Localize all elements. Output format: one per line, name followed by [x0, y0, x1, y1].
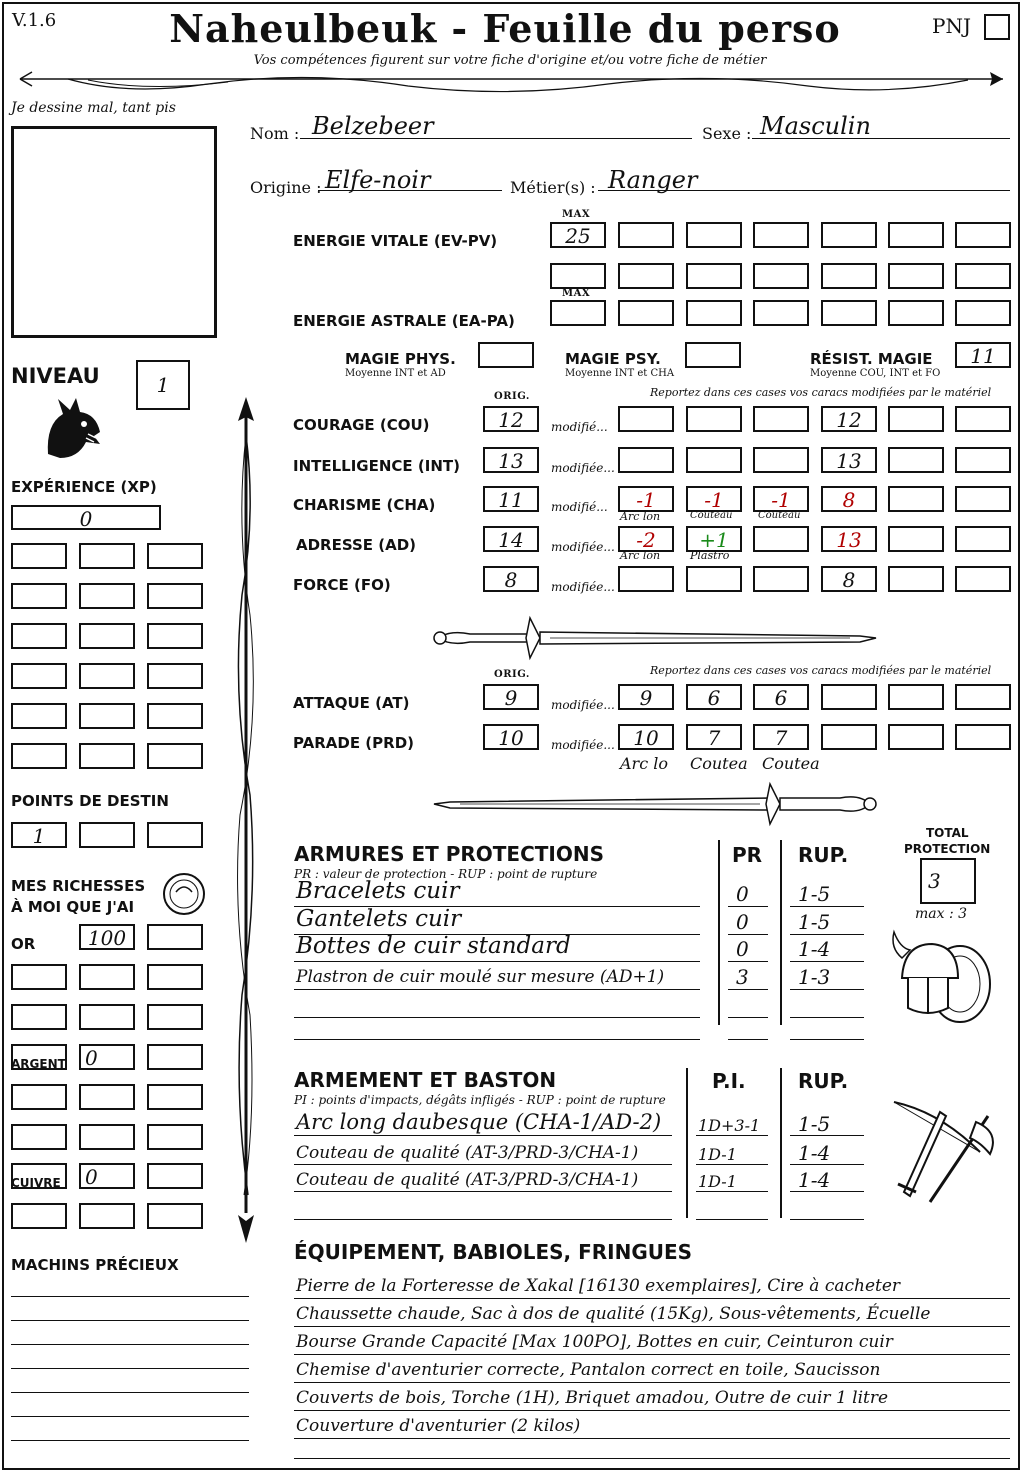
combat-mod-prd-1[interactable]: 10 — [618, 724, 674, 750]
weapon-item-name[interactable]: Couteau de qualité (AT-3/PRD-3/CHA-1) — [296, 1170, 639, 1190]
combat-label-prd: PARADE (PRD) — [293, 734, 415, 752]
armor-item-rup[interactable]: 1-3 — [798, 965, 831, 989]
stat-mod-cha-3[interactable]: -1 — [753, 486, 809, 512]
cuivre-box-2[interactable] — [147, 1163, 203, 1189]
stat-modifie-label: modifiée... — [551, 540, 615, 554]
wealth-grid-box[interactable] — [79, 1203, 135, 1229]
stat-mod-cha-4[interactable]: 8 — [821, 486, 877, 512]
weapon-item-rup[interactable]: 1-4 — [798, 1141, 831, 1165]
cuivre-label: CUIVRE — [11, 1176, 61, 1190]
wealth-grid-box[interactable] — [147, 1084, 203, 1110]
stat-mod-fo-4[interactable]: 8 — [821, 566, 877, 592]
sexe-label: Sexe : — [702, 124, 752, 143]
stat-mod-cou-1[interactable] — [618, 406, 674, 432]
combat-caption-3: Coutea — [762, 754, 820, 773]
pnj-label: PNJ — [932, 14, 971, 38]
xp-grid-box[interactable] — [147, 583, 203, 609]
xp-grid-box[interactable] — [11, 703, 67, 729]
stat-mod-cha-1[interactable]: -1 — [618, 486, 674, 512]
combat-caption-2: Coutea — [690, 754, 748, 773]
ev-tracker-box[interactable] — [888, 263, 944, 289]
stat-modifie-label: modifié... — [551, 500, 608, 514]
stat-mod-fo-2[interactable] — [686, 566, 742, 592]
stat-mod-cha-2[interactable]: -1 — [686, 486, 742, 512]
stats-orig-label: ORIG. — [494, 391, 530, 402]
weapon-pi-line — [696, 1191, 768, 1192]
pnj-checkbox[interactable] — [984, 14, 1010, 40]
total-protection-max: max : 3 — [915, 906, 968, 922]
xp-grid-box[interactable] — [147, 623, 203, 649]
weapon-item-name[interactable]: Arc long daubesque (CHA-1/AD-2) — [296, 1110, 662, 1134]
niveau-label: NIVEAU — [11, 364, 100, 388]
precious-line[interactable] — [11, 1368, 249, 1369]
wealth-grid-box[interactable] — [79, 964, 135, 990]
armor-title: ARMURES ET PROTECTIONS — [294, 842, 604, 866]
weapons-col-divider-2 — [780, 1068, 782, 1218]
ev-tracker-box[interactable] — [686, 222, 742, 248]
resist-magie-box[interactable]: 11 — [955, 342, 1011, 368]
stat-orig-fo[interactable]: 8 — [483, 566, 539, 592]
cuivre-box[interactable]: 0 — [79, 1163, 135, 1189]
wealth-grid-box[interactable] — [79, 1004, 135, 1030]
ea-tracker-box[interactable] — [618, 300, 674, 326]
richesses-label-1: MES RICHESSES — [11, 877, 146, 895]
weapon-pi-line — [696, 1164, 768, 1165]
xp-grid-box[interactable] — [79, 703, 135, 729]
total-protection-box[interactable]: 3 — [920, 858, 976, 904]
magie-psy-label: MAGIE PSY. — [565, 350, 661, 368]
xp-grid-box[interactable] — [11, 543, 67, 569]
stat-mod-cou-4[interactable]: 12 — [821, 406, 877, 432]
ev-tracker-box[interactable] — [955, 222, 1011, 248]
xp-grid-box[interactable] — [79, 543, 135, 569]
stat-orig-cha[interactable]: 11 — [483, 486, 539, 512]
stat-label-cou: COURAGE (COU) — [293, 416, 430, 434]
weapon-line — [294, 1191, 672, 1192]
wealth-grid-box[interactable] — [11, 1124, 67, 1150]
weapon-line — [294, 1135, 672, 1136]
stat-mod-ad-6[interactable] — [955, 526, 1011, 552]
machins-precieux-label: MACHINS PRÉCIEUX — [11, 1256, 179, 1274]
stat-modifie-label: modifiée... — [551, 461, 615, 475]
argent-box-2[interactable] — [147, 1044, 203, 1070]
weapon-line — [294, 1164, 672, 1165]
armor-item-rup[interactable]: 1-4 — [798, 937, 831, 961]
combat-orig-prd[interactable]: 10 — [483, 724, 539, 750]
armor-pr-label: PR — [732, 843, 763, 867]
weapon-pi-line — [696, 1219, 768, 1220]
sword-icon — [430, 612, 880, 662]
ev-tracker-box[interactable] — [753, 222, 809, 248]
resist-magie-note: Moyenne COU, INT et FO — [810, 368, 941, 379]
equipment-line — [294, 1298, 1010, 1299]
wealth-grid-box[interactable] — [79, 1084, 135, 1110]
equipment-line — [294, 1354, 1010, 1355]
weapons-rup-label: RUP. — [798, 1069, 849, 1093]
armor-rup-line — [790, 906, 864, 907]
dragon-icon — [38, 394, 108, 464]
combat-mod-prd-4[interactable] — [821, 724, 877, 750]
armor-pr-line — [728, 989, 768, 990]
ea-max-label: MAX — [562, 288, 591, 299]
wealth-grid-box[interactable] — [11, 1163, 67, 1189]
wealth-grid-box[interactable] — [147, 1004, 203, 1030]
stat-modifie-label: modifiée... — [551, 580, 615, 594]
equipment-line-text[interactable]: Couverts de bois, Torche (1H), Briquet amadou, Outre de cuir 1 litre — [296, 1388, 889, 1408]
armor-note: PR : valeur de protection - RUP : point de rupture — [294, 867, 598, 881]
stat-mod-cou-6[interactable] — [955, 406, 1011, 432]
ev-tracker-box[interactable] — [618, 222, 674, 248]
ea-tracker-box[interactable] — [955, 300, 1011, 326]
xp-grid-box[interactable] — [11, 623, 67, 649]
xp-grid-box[interactable] — [79, 623, 135, 649]
stat-mod-int-3[interactable] — [753, 447, 809, 473]
precious-line[interactable] — [11, 1416, 249, 1417]
combat-mod-at-6[interactable] — [955, 684, 1011, 710]
wealth-grid-box[interactable] — [11, 1004, 67, 1030]
stat-mod-ad-4[interactable]: 13 — [821, 526, 877, 552]
ev-tracker-box[interactable] — [821, 263, 877, 289]
nom-value[interactable]: Belzebeer — [312, 112, 434, 140]
weapon-item-pi[interactable]: 1D-1 — [698, 1145, 737, 1164]
ev-max-box[interactable]: 25 — [550, 222, 606, 248]
combat-mod-at-5[interactable] — [888, 684, 944, 710]
equipment-line — [294, 1410, 1010, 1411]
magie-phys-note: Moyenne INT et AD — [345, 368, 446, 379]
armor-item-rup[interactable]: 1-5 — [798, 882, 831, 906]
combat-mod-at-1[interactable]: 9 — [618, 684, 674, 710]
stat-mod-cha-6[interactable] — [955, 486, 1011, 512]
armor-rup-line — [790, 961, 864, 962]
precious-line[interactable] — [11, 1344, 249, 1345]
weapon-item-name[interactable]: Couteau de qualité (AT-3/PRD-3/CHA-1) — [296, 1143, 639, 1163]
stat-caption: Couteau — [690, 510, 733, 521]
combat-mod-prd-2[interactable]: 7 — [686, 724, 742, 750]
ea-tracker-box[interactable] — [821, 300, 877, 326]
armor-item-name[interactable]: Bottes de cuir standard — [296, 933, 571, 959]
armor-col-divider-1 — [718, 840, 720, 1025]
weapon-item-pi[interactable]: 1D-1 — [698, 1172, 737, 1191]
weapon-item-pi[interactable]: 1D+3-1 — [698, 1116, 761, 1135]
wealth-grid-box[interactable] — [147, 964, 203, 990]
combat-caption-1: Arc lo — [620, 754, 668, 773]
xp-grid-box[interactable] — [147, 663, 203, 689]
precious-line[interactable] — [11, 1296, 249, 1297]
stat-mod-fo-6[interactable] — [955, 566, 1011, 592]
xp-grid-box[interactable] — [11, 583, 67, 609]
wealth-grid-box[interactable] — [11, 1084, 67, 1110]
ev-tracker-box[interactable] — [618, 263, 674, 289]
stat-mod-int-4[interactable]: 13 — [821, 447, 877, 473]
ea-max-box[interactable] — [550, 300, 606, 326]
equipment-line-text[interactable]: Couverture d'aventurier (2 kilos) — [296, 1416, 581, 1436]
stat-modifie-label: modifié... — [551, 420, 608, 434]
xp-grid-box[interactable] — [11, 743, 67, 769]
arrow-divider-icon — [8, 66, 1016, 100]
armor-item-pr[interactable]: 0 — [736, 910, 749, 934]
equipment-line-text[interactable]: Chaussette chaude, Sac à dos de qualité (15Kg), Sous-vêtements, Écuelle — [296, 1304, 931, 1324]
sexe-line — [752, 138, 1010, 139]
combat-mod-prd-6[interactable] — [955, 724, 1011, 750]
armor-pr-line — [728, 1017, 768, 1018]
sword-icon — [430, 780, 880, 830]
richesses-label-2: À MOI QUE J'AI — [11, 898, 135, 916]
magie-phys-label: MAGIE PHYS. — [345, 350, 456, 368]
stat-caption: Plastro — [690, 549, 730, 562]
ev-tracker-box[interactable] — [955, 263, 1011, 289]
xp-grid-box[interactable] — [79, 583, 135, 609]
wealth-grid-box[interactable] — [147, 1124, 203, 1150]
precious-line[interactable] — [11, 1320, 249, 1321]
equipment-line-text[interactable]: Chemise d'aventurier correcte, Pantalon correct en toile, Saucisson — [296, 1360, 881, 1380]
stat-mod-fo-1[interactable] — [618, 566, 674, 592]
stat-label-cha: CHARISME (CHA) — [293, 496, 436, 514]
combat-mod-at-2[interactable]: 6 — [686, 684, 742, 710]
portrait-caption: Je dessine mal, tant pis — [11, 100, 176, 116]
combat-mod-prd-5[interactable] — [888, 724, 944, 750]
stat-mod-ad-5[interactable] — [888, 526, 944, 552]
sexe-value[interactable]: Masculin — [760, 112, 871, 140]
xp-grid-box[interactable] — [79, 743, 135, 769]
argent-label: ARGENT — [11, 1057, 66, 1071]
equipment-title: ÉQUIPEMENT, BABIOLES, FRINGUES — [294, 1240, 693, 1264]
xp-box[interactable]: 0 — [11, 505, 161, 530]
weapon-rup-line — [790, 1164, 864, 1165]
equipment-line — [294, 1382, 1010, 1383]
or-label: OR — [11, 935, 36, 953]
wealth-grid-box[interactable] — [11, 1044, 67, 1070]
stat-mod-fo-3[interactable] — [753, 566, 809, 592]
combat-modifie-label: modifiée... — [551, 698, 615, 712]
precious-line[interactable] — [11, 1440, 249, 1441]
or-box-2[interactable] — [147, 924, 203, 950]
wealth-grid-box[interactable] — [11, 964, 67, 990]
stat-mod-fo-5[interactable] — [888, 566, 944, 592]
ev-label: ENERGIE VITALE (EV-PV) — [293, 232, 498, 250]
destin-label: POINTS DE DESTIN — [11, 792, 169, 810]
weapons-title: ARMEMENT ET BASTON — [294, 1068, 557, 1092]
weapon-rup-line — [790, 1191, 864, 1192]
coin-icon — [160, 870, 208, 918]
page-title: Naheulbeuk - Feuille du perso — [169, 6, 841, 51]
stat-label-ad: ADRESSE (AD) — [296, 536, 417, 554]
ea-tracker-box[interactable] — [753, 300, 809, 326]
armor-line — [294, 1039, 700, 1040]
armor-rup-line — [790, 1017, 864, 1018]
magie-phys-box[interactable] — [478, 342, 534, 368]
stat-mod-ad-2[interactable]: +1 — [686, 526, 742, 552]
armor-line — [294, 1017, 700, 1018]
nom-line — [300, 138, 692, 139]
stat-label-int: INTELLIGENCE (INT) — [293, 457, 460, 475]
stat-caption: Arc lon — [620, 510, 661, 523]
weapon-pi-line — [696, 1135, 768, 1136]
armor-rup-line — [790, 934, 864, 935]
ea-tracker-box[interactable] — [686, 300, 742, 326]
stat-mod-cou-2[interactable] — [686, 406, 742, 432]
resist-magie-label: RÉSIST. MAGIE — [810, 350, 933, 368]
armor-rup-label: RUP. — [798, 843, 849, 867]
metier-line — [598, 190, 1010, 191]
ev-tracker-box[interactable] — [686, 263, 742, 289]
xp-grid-box[interactable] — [147, 703, 203, 729]
ea-tracker-box[interactable] — [888, 300, 944, 326]
armor-pr-line — [728, 1039, 768, 1040]
metier-value[interactable]: Ranger — [608, 166, 698, 194]
xp-label: EXPÉRIENCE (XP) — [11, 478, 157, 496]
origine-line — [318, 190, 502, 191]
armor-item-pr[interactable]: 0 — [736, 882, 749, 906]
armor-line — [294, 961, 700, 962]
stat-orig-int[interactable]: 13 — [483, 447, 539, 473]
armor-pr-line — [728, 961, 768, 962]
armor-rup-line — [790, 1039, 864, 1040]
equipment-line-text[interactable]: Bourse Grande Capacité [Max 100PO], Bottes en cuir, Ceinturon cuir — [296, 1332, 893, 1352]
armor-item-pr[interactable]: 3 — [736, 965, 749, 989]
stat-mod-cha-5[interactable] — [888, 486, 944, 512]
combat-report-note: Reportez dans ces cases vos caracs modifiées par le matériel — [650, 664, 992, 677]
equipment-line — [294, 1438, 1010, 1439]
magie-psy-note: Moyenne INT et CHA — [565, 368, 675, 379]
stat-caption: Arc lon — [620, 549, 661, 562]
weapons-note: PI : points d'impacts, dégâts infligés - RUP : point de rupture — [294, 1093, 666, 1107]
xp-grid-box[interactable] — [147, 543, 203, 569]
ev-tracker-box[interactable] — [753, 263, 809, 289]
armor-pr-line — [728, 934, 768, 935]
armor-item-rup[interactable]: 1-5 — [798, 910, 831, 934]
version-label: V.1.6 — [12, 10, 57, 31]
destin-box-1[interactable]: 1 — [11, 822, 67, 848]
magie-psy-box[interactable] — [685, 342, 741, 368]
combat-mod-prd-3[interactable]: 7 — [753, 724, 809, 750]
armor-item-pr[interactable]: 0 — [736, 937, 749, 961]
subtitle: Vos compétences figurent sur votre fiche d'origine et/ou votre fiche de métier — [253, 53, 767, 68]
combat-label-at: ATTAQUE (AT) — [293, 694, 410, 712]
stat-mod-int-5[interactable] — [888, 447, 944, 473]
wealth-grid-box[interactable] — [79, 1124, 135, 1150]
armor-item-name[interactable]: Gantelets cuir — [296, 906, 462, 932]
origine-label: Origine : — [250, 178, 322, 197]
xp-grid-box[interactable] — [79, 663, 135, 689]
destin-box-3[interactable] — [147, 822, 203, 848]
nom-label: Nom : — [250, 124, 300, 143]
armor-item-name[interactable]: Plastron de cuir moulé sur mesure (AD+1) — [296, 967, 665, 987]
ev-max-label: MAX — [562, 209, 591, 220]
stat-mod-cou-5[interactable] — [888, 406, 944, 432]
ev-tracker-box[interactable] — [550, 263, 606, 289]
wealth-grid-box[interactable] — [11, 1203, 67, 1229]
combat-mod-at-4[interactable] — [821, 684, 877, 710]
ev-tracker-box[interactable] — [821, 222, 877, 248]
armor-item-name[interactable]: Bracelets cuir — [296, 878, 460, 904]
weapons-pi-label: P.I. — [712, 1069, 746, 1093]
stat-mod-int-1[interactable] — [618, 447, 674, 473]
precious-line[interactable] — [11, 1392, 249, 1393]
or-box[interactable]: 100 — [79, 924, 135, 950]
xp-grid-box[interactable] — [147, 743, 203, 769]
armor-pr-line — [728, 906, 768, 907]
combat-modifie-label: modifiée... — [551, 738, 615, 752]
weapon-item-rup[interactable]: 1-4 — [798, 1168, 831, 1192]
stat-orig-ad[interactable]: 14 — [483, 526, 539, 552]
stat-mod-int-6[interactable] — [955, 447, 1011, 473]
equipment-line — [294, 1326, 1010, 1327]
equipment-line — [294, 1458, 1010, 1459]
wealth-grid-box[interactable] — [147, 1203, 203, 1229]
stat-mod-int-2[interactable] — [686, 447, 742, 473]
armor-rup-line — [790, 989, 864, 990]
weapon-item-rup[interactable]: 1-5 — [798, 1112, 831, 1136]
weapon-rup-line — [790, 1135, 864, 1136]
ea-label: ENERGIE ASTRALE (EA-PA) — [293, 312, 515, 330]
weapons-icon — [880, 1092, 1000, 1212]
niveau-box[interactable]: 1 — [136, 360, 190, 410]
ev-tracker-box[interactable] — [888, 222, 944, 248]
stat-mod-cou-3[interactable] — [753, 406, 809, 432]
equipment-line-text[interactable]: Pierre de la Forteresse de Xakal [16130 exemplaires], Cire à cacheter — [296, 1276, 901, 1296]
xp-grid-box[interactable] — [11, 663, 67, 689]
armor-line — [294, 989, 700, 990]
weapon-line — [294, 1219, 672, 1220]
portrait-box[interactable] — [11, 126, 217, 338]
weapon-rup-line — [790, 1219, 864, 1220]
argent-box[interactable]: 0 — [79, 1044, 135, 1070]
weapons-col-divider-1 — [686, 1068, 688, 1218]
total-protection-label-2: PROTECTION — [904, 842, 991, 856]
combat-orig-at[interactable]: 9 — [483, 684, 539, 710]
stats-report-note: Reportez dans ces cases vos caracs modifiées par le matériel — [650, 386, 992, 399]
stat-label-fo: FORCE (FO) — [293, 576, 391, 594]
stat-mod-ad-3[interactable] — [753, 526, 809, 552]
combat-mod-at-3[interactable]: 6 — [753, 684, 809, 710]
armor-col-divider-2 — [780, 840, 782, 1025]
stat-orig-cou[interactable]: 12 — [483, 406, 539, 432]
combat-orig-label: ORIG. — [494, 669, 530, 680]
origine-value[interactable]: Elfe-noir — [325, 166, 431, 194]
stat-caption: Couteau — [758, 510, 801, 521]
helmet-shield-icon — [888, 928, 998, 1028]
spear-icon — [226, 395, 266, 1245]
stat-mod-ad-1[interactable]: -2 — [618, 526, 674, 552]
total-protection-label-1: TOTAL — [926, 826, 969, 840]
metier-label: Métier(s) : — [510, 178, 596, 197]
destin-box-2[interactable] — [79, 822, 135, 848]
